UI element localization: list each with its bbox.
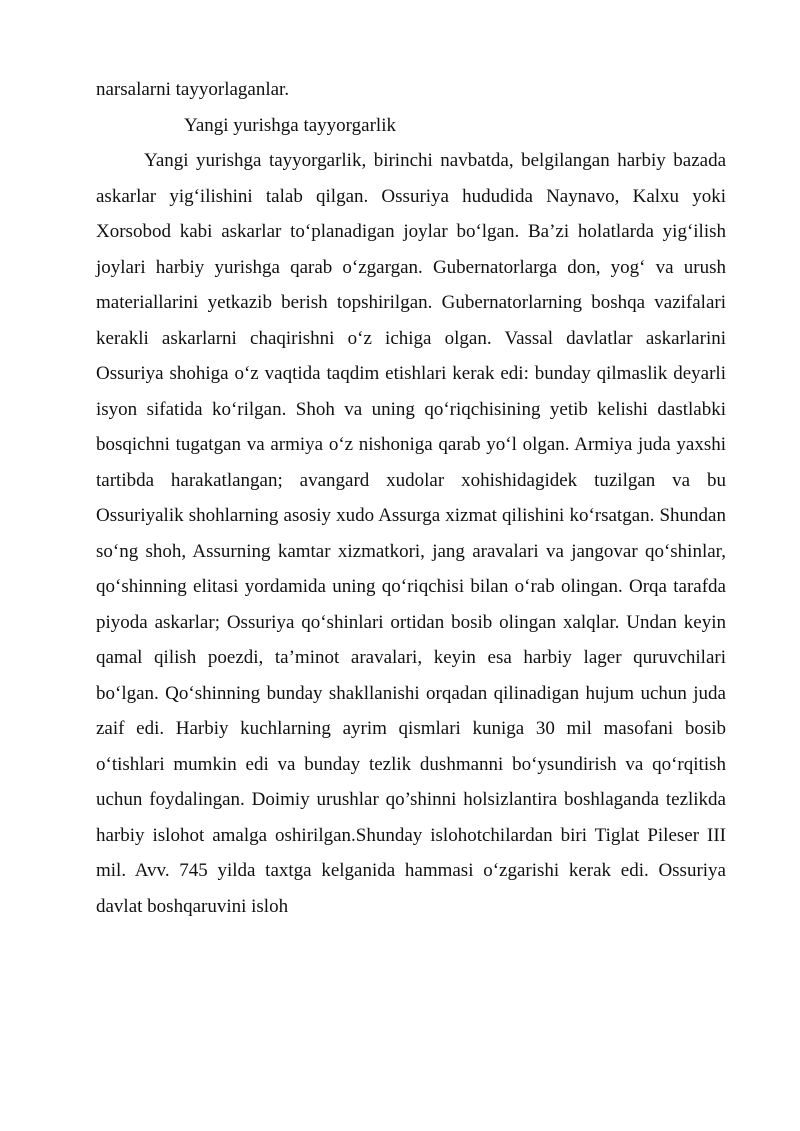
section-heading: Yangi yurishga tayyorgarlik xyxy=(184,114,396,136)
body-paragraph: Yangi yurishga tayyorgarlik, birinchi navbatda, belgilangan harbiy bazada askarlar yig‘ilishini talab qilgan. Ossuriya hududida Naynavo, Kalxu yoki Xorsobod kabi askarlar to‘planadigan joylar bo‘lgan. Ba’zi holatlarda yig‘ilish joylari harbiy yurishga qarab o‘zgargan. Gubernatorlarga don, yog‘ va urush materiallarini yetkazib berish topshirilgan. Gubernatorlarning boshqa vazifalari kerakli askarlarni chaqirishni o‘z ichiga olgan. Vassal davlatlar askarlarini Ossuriya shohiga o‘z vaqtida taqdim etishlari kerak edi: bunday qilmaslik deyarli isyon sifatida ko‘rilgan. Shoh va uning qo‘riqchisining yetib kelishi dastlabki bosqichni tugatgan va armiya o‘z nishoniga qarab yo‘l olgan. Armiya juda yaxshi tartibda harakatlangan; avangard xudolar xohishidagidek tuzilgan va bu Ossuriyalik shohlarning asosiy xudo Assurga xizmat qilishini ko‘rsatgan. Shundan so‘ng shoh, Assurning kamtar xizmatkori, jang aravalari va jangovar qo‘shinlar, qo‘shinning elitasi yordamida uning qo‘riqchisi bilan o‘rab olingan. Orqa tarafda piyoda askarlar; Ossuriya qo‘shinlari ortidan bosib olingan xalqlar. Undan keyin qamal qilish poezdi, ta’minot aravalari, keyin esa harbiy lager quruvchilari bo‘lgan. Qo‘shinning bunday shakllanishi orqadan qilinadigan hujum uchun juda zaif edi. Harbiy kuchlarning ayrim qismlari kuniga 30 mil masofani bosib o‘tishlari mumkin edi va bunday tezlik dushmanni bo‘ysundirish va qo‘rqitish uchun foydalingan. Doimiy urushlar qo’shinni holsizlantira boshlaganda tezlikda harbiy islohot amalga oshirilgan.Shunday islohotchilardan biri Tiglat Pileser III mil. Avv. 745 yilda taxtga kelganida hammasi o‘zgarishi kerak edi. Ossuriya davlat boshqaruvini isloh xyxy=(96,150,726,917)
document-page xyxy=(96,72,726,924)
continuation-line: narsalarni tayyorlaganlar. xyxy=(96,79,290,100)
